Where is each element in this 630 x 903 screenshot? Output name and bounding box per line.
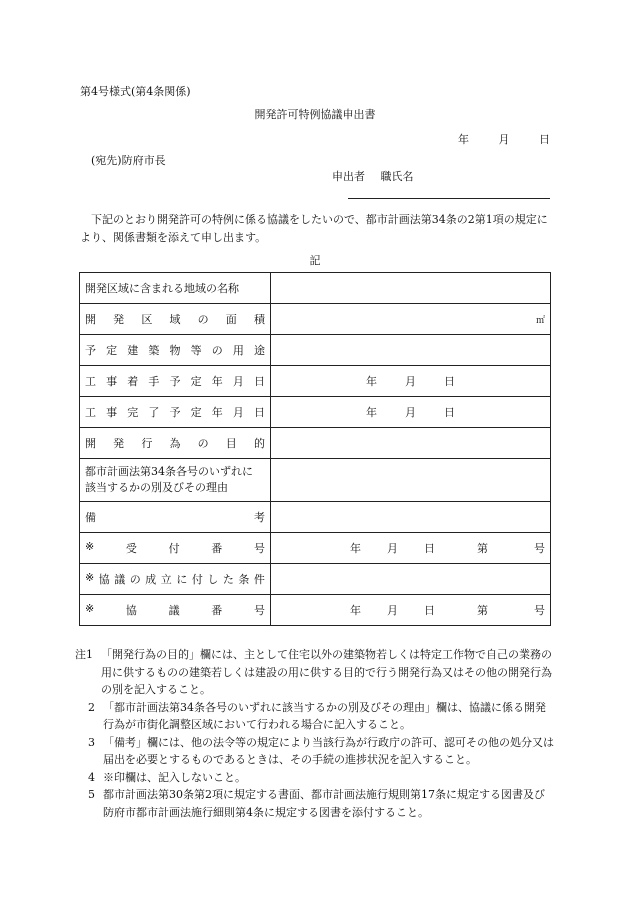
applicant-name-label: 職氏名 (380, 170, 414, 183)
receipt-number-field[interactable]: 年 月 日 第 号 (271, 533, 551, 564)
table-row (80, 273, 551, 304)
notes-section (75, 646, 555, 821)
date-day: 日 (539, 133, 550, 146)
building-use-label: 予 定 建 築 物 等 の 用 途 (85, 344, 265, 357)
note-item: 5 都市計画法第30条第2項に規定する書面、都市計画法施行規則第17条に規定する図書及び防府市都市計画法施行細則第4条に規定する図書を添付すること。 (88, 788, 545, 819)
intro-paragraph: 下記のとおり開発許可の特例に係る協議をしたいので、都市計画法第34条の2第1項の規定により、関係書類を添えて申し出ます。 (80, 213, 548, 244)
page-title: 開発許可特例協議申出書 (254, 108, 376, 121)
table-row (80, 564, 551, 595)
receipt-number-label: ※ 受 付 番 号 (85, 540, 265, 555)
application-table (79, 272, 551, 626)
area-name-label: 開発区域に含まれる地域の名称 (80, 273, 271, 304)
ki-heading: 記 (309, 254, 321, 267)
conditions-label: ※ 協 議 の 成 立 に 付 し た 条 件 (85, 571, 265, 586)
start-date-field[interactable] (271, 366, 551, 397)
start-date-label: 工 事 着 手 予 定 年 月 日 (85, 375, 265, 388)
end-date-day: 日 (444, 406, 455, 419)
end-date-month: 月 (405, 406, 416, 419)
note-item: 2 「都市計画法第34条各号のいずれに該当するかの別及びその理由」欄は、協議に係る開発行為が市街化調整区域において行われる場合に記入すること。 (88, 700, 546, 731)
area-name-field[interactable] (271, 273, 551, 304)
table-row (80, 428, 551, 459)
purpose-field[interactable] (271, 428, 551, 459)
applicant-label: 申出者 (332, 170, 365, 183)
start-date-month: 月 (405, 375, 416, 388)
date-month: 月 (498, 133, 510, 146)
area-size-label: 開 発 区 域 の 面 積 (85, 313, 265, 326)
table-row (80, 595, 551, 626)
end-date-label: 工 事 完 了 予 定 年 月 日 (85, 406, 265, 419)
note-item: 4 ※印欄は、記入しないこと。 (88, 770, 246, 784)
consult-number-field[interactable]: 年 月 日 第 号 (271, 595, 551, 626)
article34-label: 都市計画法第34条各号のいずれに 該当するかの別及びその理由 (80, 459, 271, 502)
table-row (80, 533, 551, 564)
purpose-label: 開 発 行 為 の 目 的 (85, 437, 265, 450)
article34-field[interactable] (271, 459, 551, 502)
end-date-field[interactable] (271, 397, 551, 428)
date-line (458, 131, 550, 147)
table-row (80, 459, 551, 502)
form-number: 第4号様式(第4条関係) (80, 85, 191, 98)
end-date-year: 年 (366, 406, 377, 419)
table-row (80, 397, 551, 428)
table-row (80, 304, 551, 335)
applicant-line (332, 168, 414, 184)
area-unit: ㎡ (535, 315, 545, 326)
note-item: 注1 「開発行為の目的」欄には、主として住宅以外の建築物若しくは特定工作物で自己の業務の用に供するものの建築若しくは建設の用に供する目的で行う開発行為又はその他の開発行為の別を記入すること。 (75, 648, 552, 696)
start-date-year: 年 (366, 375, 377, 388)
addressee: (宛先)防府市長 (91, 154, 166, 167)
table-row (80, 335, 551, 366)
remarks-label: 備 考 (85, 511, 265, 524)
date-year: 年 (458, 133, 469, 146)
remarks-field[interactable] (271, 502, 551, 533)
area-size-field[interactable] (271, 304, 551, 335)
table-row (80, 366, 551, 397)
conditions-field[interactable] (271, 564, 551, 595)
table-row (80, 502, 551, 533)
note-item: 3 「備考」欄には、他の法令等の規定により当該行為が行政庁の許可、認可その他の処分又は届出を必要とするものであるときは、その手続の進捗状況を記入すること。 (88, 735, 554, 766)
start-date-day: 日 (444, 375, 455, 388)
building-use-field[interactable] (271, 335, 551, 366)
consult-number-label: ※ 協 議 番 号 (85, 602, 265, 617)
signature-line (348, 198, 550, 199)
